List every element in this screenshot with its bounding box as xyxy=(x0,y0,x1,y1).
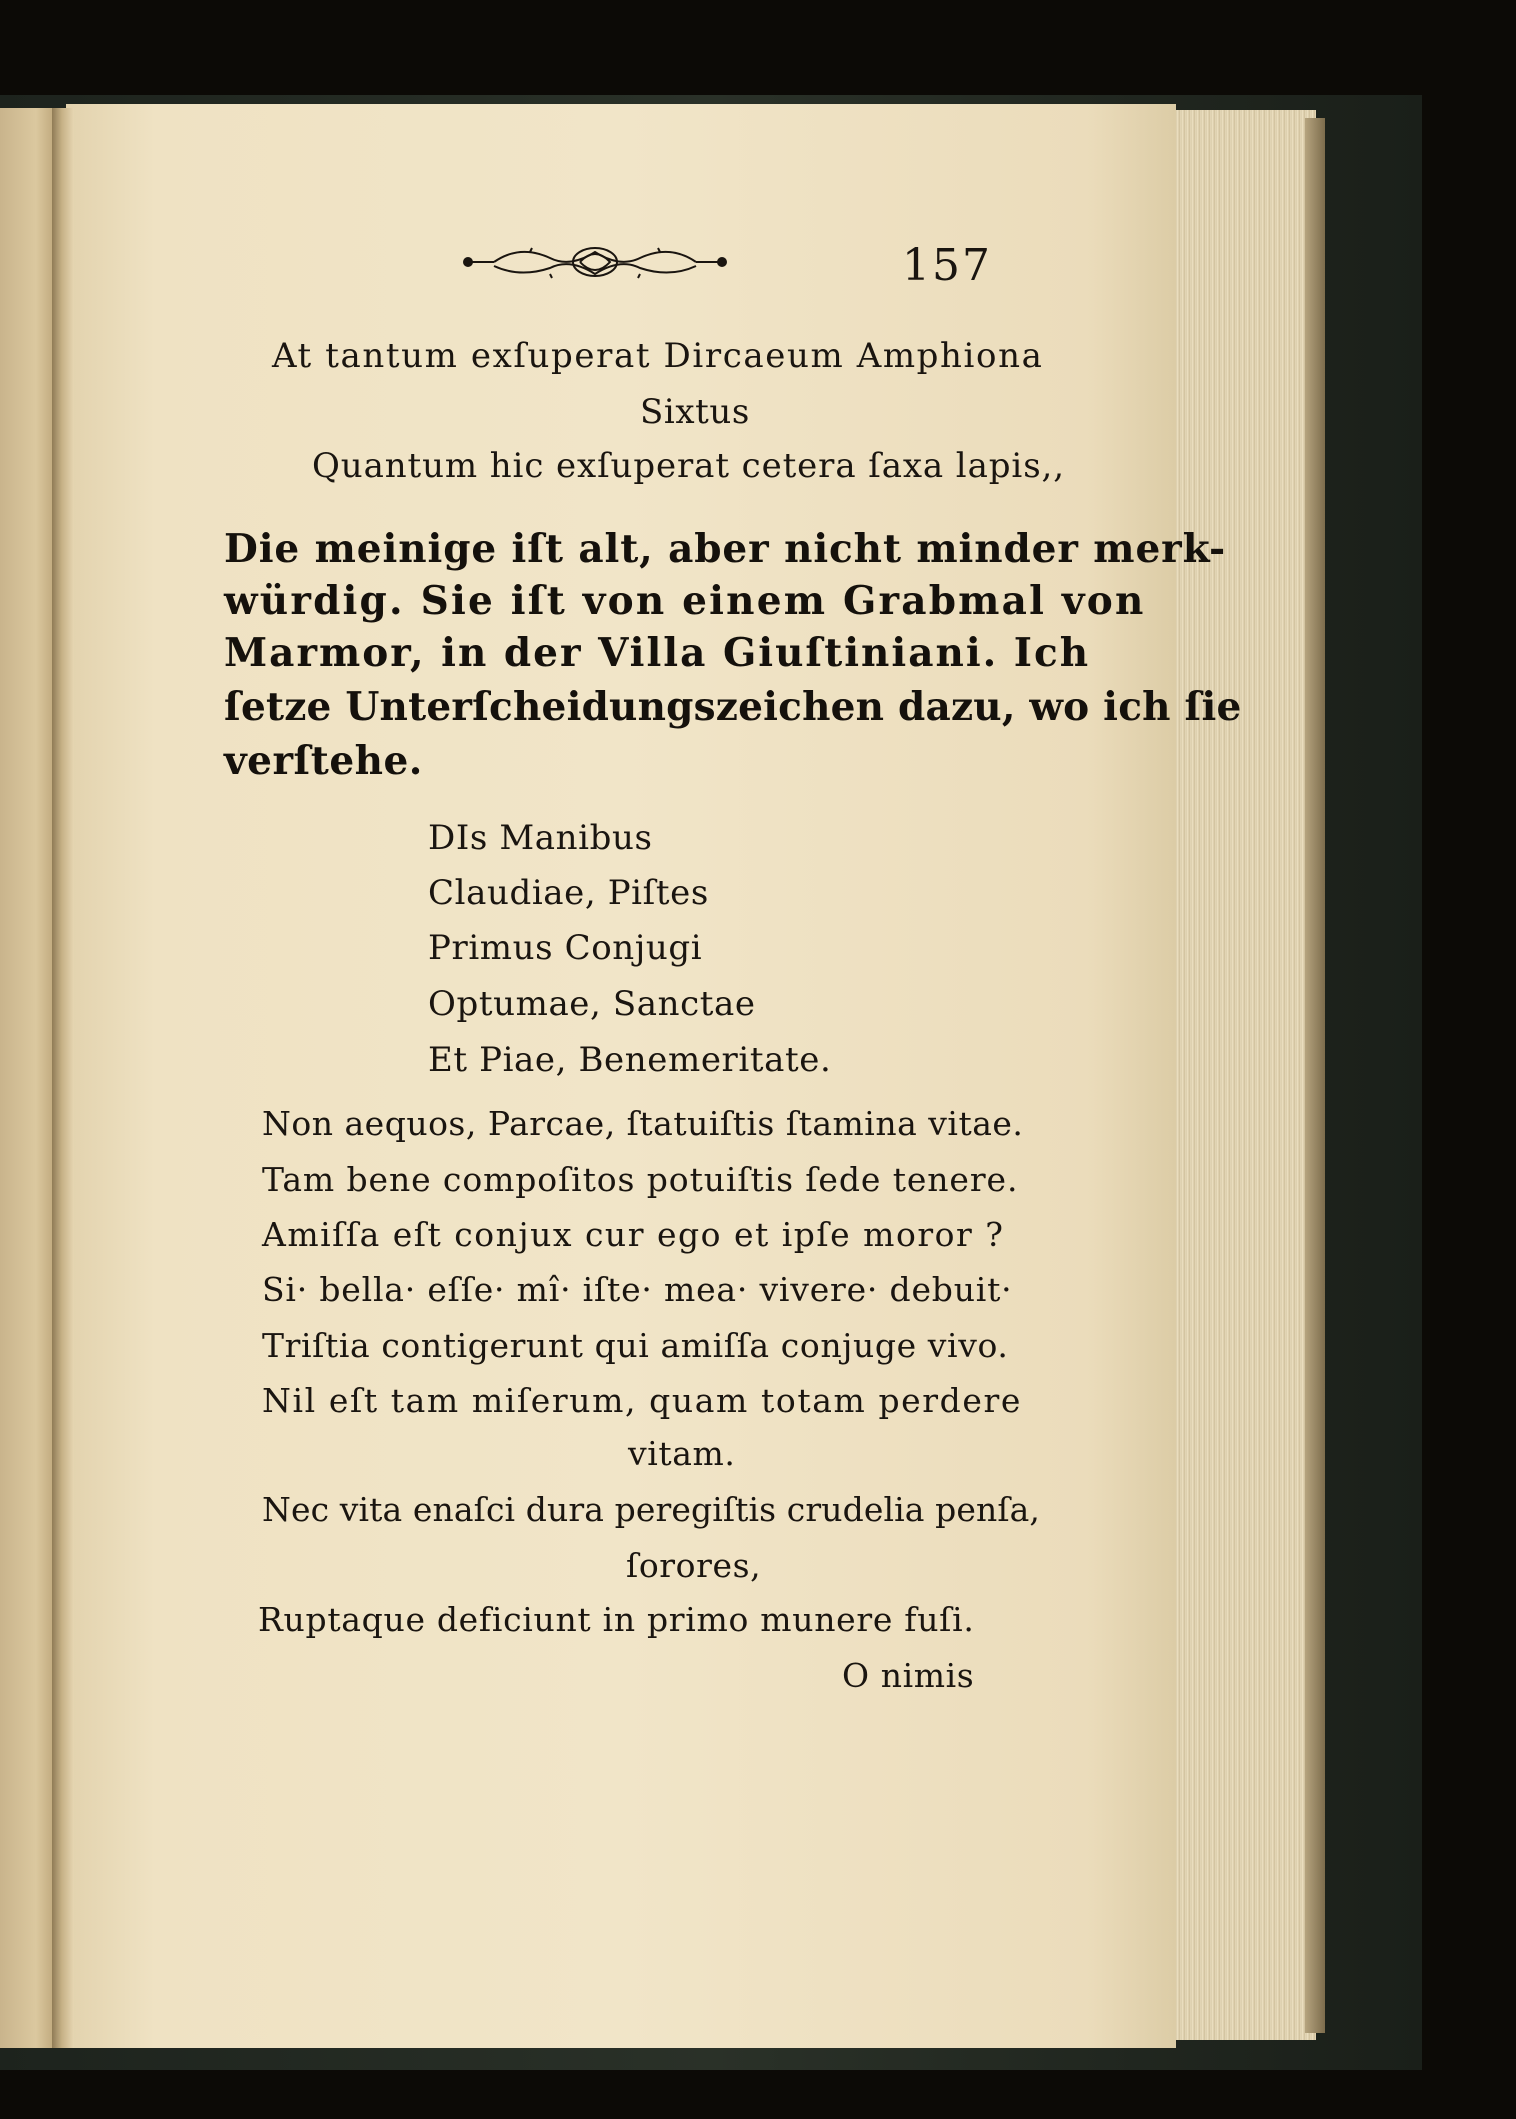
facing-page-edge xyxy=(0,108,60,2048)
paragraph-line-5: verſtehe. xyxy=(224,738,423,784)
page-block-shadow xyxy=(1305,118,1325,2033)
poem-line-2: Tam bene compoſitos potuiſtis ſede tenere. xyxy=(262,1160,1019,1199)
book-gutter xyxy=(52,108,74,2048)
catchword: O nimis xyxy=(842,1656,975,1695)
poem-line-10: Ruptaque deficiunt in primo munere fuſi. xyxy=(258,1600,975,1639)
poem-line-4: Si· bella· eſſe· mî· iſte· mea· vivere· debuit· xyxy=(262,1270,1013,1309)
ornament-headpiece-icon xyxy=(460,238,730,284)
paragraph-line-1: Die meinige iſt alt, aber nicht minder merk- xyxy=(224,526,1227,572)
inscription-line-1: DIs Manibus xyxy=(428,818,653,858)
poem-line-1: Non aequos, Parcae, ſtatuiſtis ſtamina vitae. xyxy=(262,1104,1024,1143)
verse-line-1: At tantum exſuperat Dircaeum Amphiona xyxy=(272,336,1044,376)
poem-line-6: Nil eſt tam miſerum, quam totam perdere xyxy=(262,1381,1023,1420)
inscription-line-3: Primus Conjugi xyxy=(428,928,703,968)
page-block-edges xyxy=(1176,110,1316,2040)
inscription-line-5: Et Piae, Benemeritate. xyxy=(428,1040,832,1080)
verse-line-3: Quantum hic exſuperat cetera ſaxa lapis,, xyxy=(312,446,1065,486)
paragraph-line-2: würdig. Sie iſt von einem Grabmal von xyxy=(224,578,1146,624)
poem-line-3: Amiſſa eſt conjux cur ego et ipſe moror ? xyxy=(262,1215,1005,1254)
paragraph-line-3: Marmor, in der Villa Giuſtiniani. Ich xyxy=(224,630,1091,676)
verse-line-2: Sixtus xyxy=(640,392,750,432)
inscription-line-2: Claudiae, Piſtes xyxy=(428,873,709,913)
poem-line-7: vitam. xyxy=(628,1434,736,1473)
poem-line-9: ſorores, xyxy=(626,1546,762,1585)
paragraph-line-4: ſetze Unterſcheidungszeichen dazu, wo ich ſie xyxy=(224,684,1242,730)
page-number: 157 xyxy=(902,240,992,291)
inscription-line-4: Optumae, Sanctae xyxy=(428,984,756,1024)
poem-line-8: Nec vita enaſci dura peregiſtis crudelia penſa, xyxy=(262,1490,1041,1529)
poem-line-5: Triſtia contigerunt qui amiſſa conjuge vivo. xyxy=(262,1326,1009,1365)
